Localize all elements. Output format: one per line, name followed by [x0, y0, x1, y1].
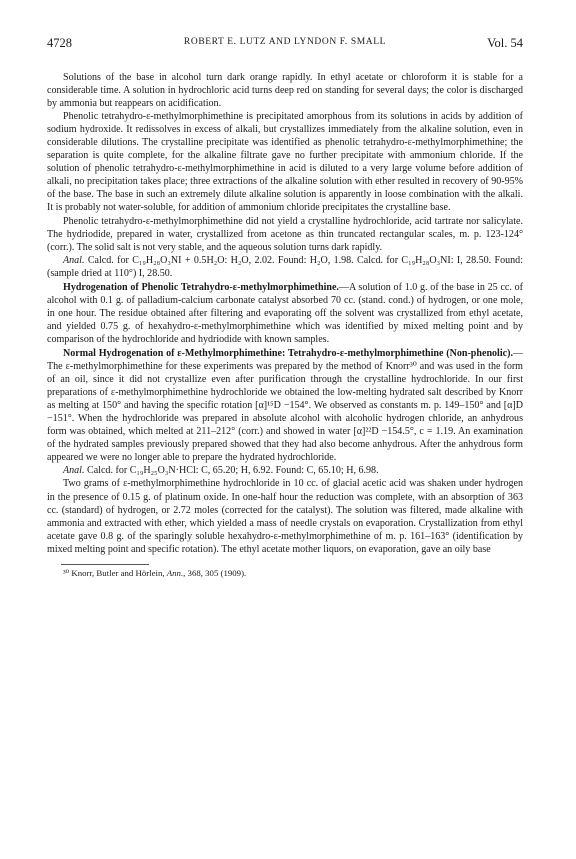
section-heading: Normal Hydrogenation of ε-Methylmorphimethine: Tetrahydro-ε-methylmorphimethine (Non-phenolic). [63, 347, 513, 359]
footnote-journal: Ann. [166, 567, 184, 578]
footnote-divider [61, 564, 149, 565]
journal-page [47, 36, 523, 579]
paragraph-normal-hydrogenation [47, 347, 523, 464]
paragraph-analysis-2 [47, 464, 523, 477]
volume-label: Vol. 54 [487, 36, 523, 50]
paragraph-phenolic-precipitation: Phenolic tetrahydro-ε-methylmorphimethine is precipitated amorphous from its solutions in acids by addition of sodium hydroxide. It redissolves in excess of alkali, but crystallizes immediately from the alkaline solution, even in considerable dilutions. The crystalline precipitate was identified as phenolic tetrahydro-ε-methylmorphimethine; the separation is quite complete, for the alkaline filtrate gave no further precipitate with ammonium chloride. If the solution of phenolic tetrahydro-ε-methylmorphimethine in acid is diluted to a very large volume before addition of alkali, no precipitation takes place; three extractions of the alkaline solution with ether resulted in recovery of 90-95% of the base. The base in such an extremely dilute alkaline solution is apparently in loose combination with the alkali. It is probably not water-soluble, for addition of ammonium chloride precipitates the crystalline base. [47, 111, 523, 214]
running-header [47, 36, 523, 52]
footnote-text-post: , 368, 305 (1909). [183, 567, 247, 578]
section-heading: Hydrogenation of Phenolic Tetrahydro-ε-methylmorphimethine. [63, 281, 339, 293]
analysis-label: Anal. [63, 465, 85, 477]
article-body [47, 71, 523, 556]
section-text: —A solution of 1.0 g. of the base in 25 cc. of alcohol with 0.1 g. of palladium-calcium carbonate catalyst absorbed 70 cc. (stand. cond.) of hydrogen, or one mole, in one hour. The residue obtained after filtering and evaporating off the solvent was crystallized from ethyl acetate, and yielded 0.75 g. of hexahydro-ε-methylmorphimethine which was identified by mixed melting point and by comparison of the hydrochloride and hydriodide with known samples. [47, 281, 523, 345]
paragraph-solution-colors: Solutions of the base in alcohol turn dark orange rapidly. In ethyl acetate or chloroform it is stable for a considerable time. A solution in hydrochloric acid turns deep red on standing for several days; the color is discharged by ammonia but reappears on acidification. [47, 72, 523, 110]
paragraph-analysis-1 [47, 254, 523, 280]
footnote-text-pre: ³⁰ Knorr, Butler and Hörlein, [63, 567, 167, 578]
paragraph-reduction-procedure: Two grams of ε-methylmorphimethine hydrochloride in 10 cc. of glacial acetic acid was shaken under hydrogen in the presence of 0.15 g. of platinum oxide. In one-half hour the reduction was complete, with an absorption of 363 cc. (standard) of hydrogen, or 2.72 moles (corrected for the catalyst). The solution was filtered, made alkaline with ammonia and extracted with ether, which yielded a mass of needle crystals on evaporation. Crystallization from ethyl acetate gave 0.8 g. of the sparingly soluble hexahydro-ε-methylmorphimethine of m. p. 161–163° (identification by mixed melting point and specific rotation). The ethyl acetate mother liquors, on evaporation, gave an oily base [47, 478, 523, 555]
paragraph-hydriodide: Phenolic tetrahydro-ε-methylmorphimethine did not yield a crystalline hydrochloride, acid tartrate nor salicylate. The hydriodide, prepared in water, crystallized from acetone as thin truncated rectangular scales, m. p. 123-124° (corr.). The solid salt is not very stable, and the aqueous solution turns dark rapidly. [47, 215, 523, 253]
section-text: —The ε-methylmorphimethine for these experiments was prepared by the method of Knorr³⁰ and was used in the form of an oil, since it did not crystallize even after purification through the crystalline hydrochloride. In our first preparations of ε-methylmorphimethine hydrochloride we obtained the low-melting hydrated salt described by Knorr as melting at 150° and having the specific rotation [α]¹⁵D −154°. We observed as constants m. p. 149–150° and [α]D −151°. When the hydrochloride was prepared in absolute alcohol with alcoholic hydrogen chloride, an anhydrous form was obtained, which melted at 211–212° (corr.) and showed in water [α]²²D −154.5°, c = 1.19. An examination of the hydrated samples previously prepared showed that they had also become anhydrous. After the anhydrous form appeared we were no longer able to prepare the hydrated hydrochloride. [47, 347, 523, 464]
analysis-text: Calcd. for C₁₉H₂₈O₃NI + 0.5H₂O: H₂O, 2.02. Found: H₂O, 1.98. Calcd. for C₁₉H₂₈O₃NI: I, 28.50. Found: (sample dried at 110°) I, 28.50. [47, 254, 523, 279]
paragraph-hydrogenation-phenolic [47, 281, 523, 346]
analysis-label: Anal. [63, 254, 85, 266]
page-number: 4728 [47, 36, 72, 50]
footnote-30 [47, 568, 523, 579]
running-head-authors: ROBERT E. LUTZ AND LYNDON F. SMALL [183, 37, 387, 47]
analysis-text: Calcd. for C₁₉H₂₅O₃N·HCl: C, 65.20; H, 6.92. Found: C, 65.10; H, 6.98. [84, 465, 379, 477]
